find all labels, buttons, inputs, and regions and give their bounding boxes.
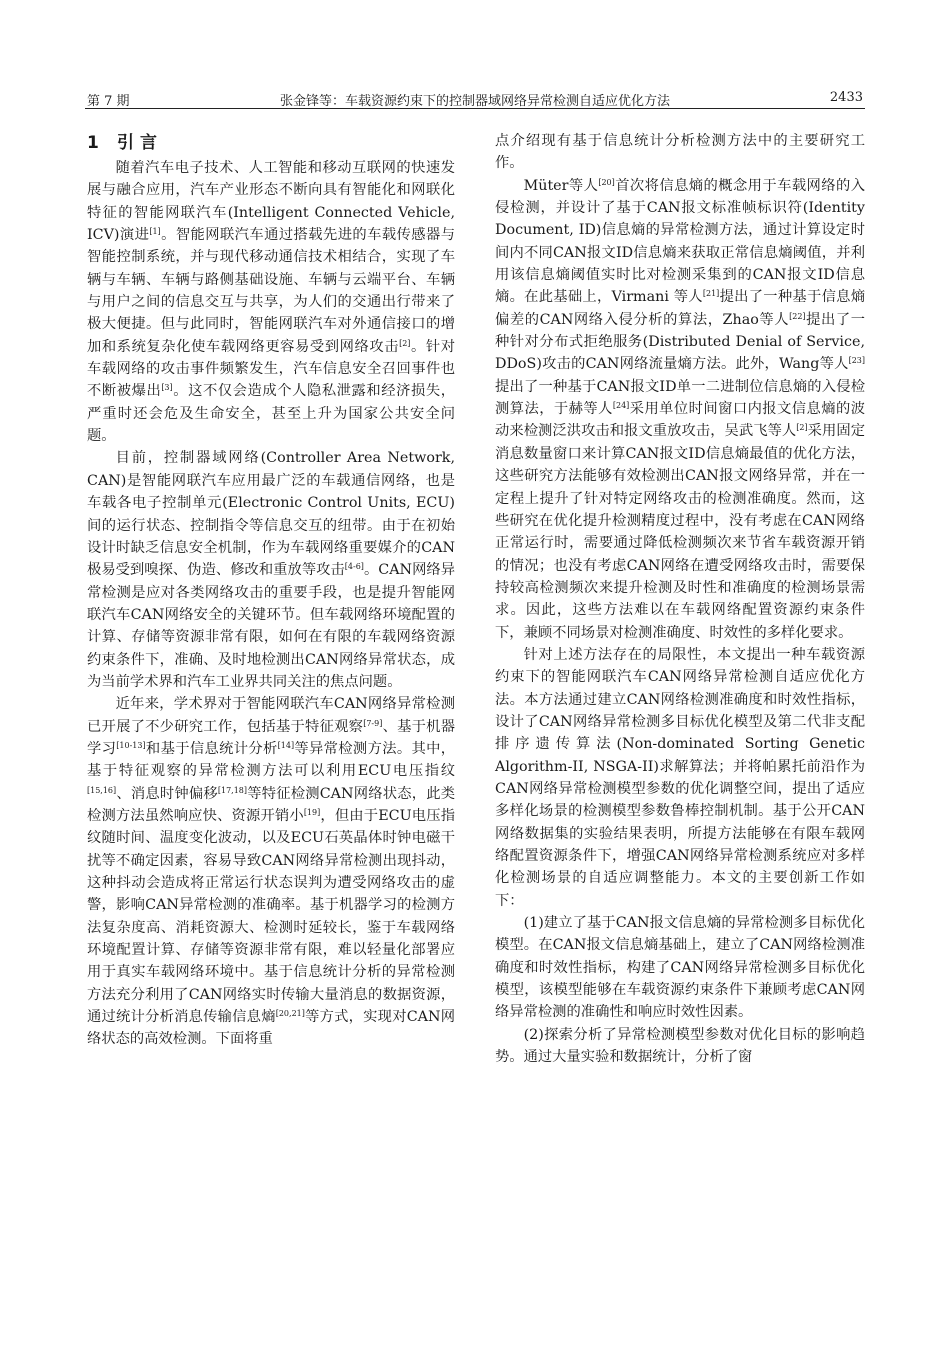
text-run: 等特征检测CAN网络状态，此类检测方法虽然响应快、资源开销小 [87, 785, 455, 824]
text-run: 采用单位时间窗口内报文信息熵的波动来检测泛洪攻击和报文重放攻击，吴武飞等人 [495, 401, 865, 440]
citation-ref: [24] [612, 401, 630, 411]
text-run: 针对上述方法存在的局限性，本文提出一种车载资源约束下的智能网联汽车CAN网络异常检测自适应优化方法。本方法通过建立CAN网络检测准确度和时效性指标，设计了CAN网络异常检测多目标优化模型及第二代非支配排序遗传算法(Non-dominated Sorting Genetic Algorithm-II, NSGA-II)求解算法；并将帕累托前沿作为CAN网络异常检测模型参数的优化调整空间，提出了适应多样化场景的检测模型参数鲁棒控制机制。基于公开CAN网络数据集的实验结果表明，所提方法能够在有限车载网络配置资源条件下，增强CAN网络异常检测系统应对多样化检测场景的自适应调整能力。本文的主要创新工作如下： [495, 646, 865, 909]
text-run: ，但由于ECU电压指纹随时间、温度变化波动，以及ECU石英晶体时钟电磁干扰等不确定因素，容易导致CAN网络异常检测出现抖动，这种抖动会造成将正常运行状态误判为遭受网络攻击的虚警，影响CAN异常检测的准确率。基于机器学习的检测方法复杂度高、消耗资源大、检测时延较长，鉴于车载网络环境配置计算、存储等资源非常有限，难以轻量化部署应用于真实车载网络环境中。基于信息统计分析的异常检测方法充分利用了CAN网络实时传输大量消息的数据资源，通过统计分析消息传输信息熵 [87, 807, 455, 1026]
text-run: 。CAN网络异常检测是应对各类网络攻击的重要手段，也是提升智能网联汽车CAN网络安全的关键环节。但车载网络环境配置的计算、存储等资源非常有限，如何在有限的车载网络资源约束条件下，准确、及时地检测出CAN网络异常状态，成为当前学术界和汽车工业界共同关注的焦点问题。 [87, 562, 456, 690]
citation-ref: [2] [796, 423, 808, 433]
text-run: 提出了一种基于信息熵偏差的CAN网络入侵分析的算法，Zhao等人 [495, 289, 866, 328]
paragraph [87, 693, 455, 1051]
text-run: 目前，控制器域网络(Controller Area Network, CAN)是智能网联汽车应用最广泛的车载通信网络，也是车载各电子控制单元(Electronic Control Units, ECU)间的运行状态、控制指令等信息交互的纽带。由于在初始设计时缺乏信息安全机制，作为车载网络重要媒介的CAN极易受到嗅探、伪造、修改和重放等攻击 [87, 450, 455, 579]
paragraph [495, 1024, 865, 1069]
text-run: 采用固定消息数量窗口来计算CAN报文ID信息熵最值的优化方法，这些研究方法能够有效检测出CAN报文网络异常，并在一定程上提升了针对特定网络攻击的检测准确度。然而，这些研究在优化提升检测精度过程中，没有考虑在CAN网络正常运行时，需要通过降低检测频次来节省车载资源开销的情况；也没有考虑CAN网络在遭受网络攻击时，需要保持较高检测频次来提升检测及时性和准确度的检测场景需求。因此，这些方法难以在车载网络配置资源约束条件下，兼顾不同场景对检测准确度、时效性的多样化要求。 [495, 423, 866, 641]
page-number: 2433 [829, 90, 863, 105]
citation-ref: [14] [277, 740, 295, 750]
citation-ref: [22] [789, 311, 806, 321]
text-run: 和基于信息统计分析 [145, 740, 278, 757]
section-heading [87, 130, 455, 157]
paragraph [495, 130, 865, 175]
text-run: 。针对车载网络的攻击事件频繁发生，汽车信息安全召回事件也不断被爆出 [87, 338, 456, 400]
citation-ref: [7-9] [363, 718, 383, 728]
citation-ref: [2] [399, 338, 411, 348]
running-title: 张金锋等：车载资源约束下的控制器域网络异常检测自适应优化方法 [279, 94, 670, 109]
text-run: 。智能网联汽车通过搭载先进的车载传感器与智能控制系统，并与现代移动通信技术相结合，实现了车辆与车辆、车辆与路侧基础设施、车辆与云端平台、车辆与用户之间的信息交互与共享，为人们的交通出行带来了极大便捷。但与此同时，智能网联汽车对外通信接口的增加和系统复杂化使车载网络更容易受到网络攻击 [87, 227, 455, 355]
citation-ref: [19] [303, 807, 321, 817]
text-run: 提出了一种基于CAN报文ID单一二进制位信息熵的入侵检测算法，于赫等人 [495, 378, 865, 418]
citation-ref: [15,16] [87, 785, 117, 795]
text-run: 提出了一种针对分布式拒绝服务(Distributed Denial of Service, DDoS)攻击的CAN网络流量熵方法。此外，Wang等人 [495, 311, 865, 373]
citation-ref: [3] [161, 383, 173, 393]
paragraph [495, 644, 865, 912]
citation-ref: [1] [149, 227, 161, 237]
citation-ref: [17,18] [217, 785, 248, 795]
citation-ref: [20,21] [275, 1009, 305, 1019]
text-run: 首次将信息熵的概念用于车载网络的入侵检测，并设计了基于CAN报文标准帧标识符(Identity Document, ID)信息熵的异常检测方法，通过计算设定时间内不同CAN报文ID信息熵来获取正常信息熵阈值，并利用该信息熵阈值实时比对检测采集到的CAN报文ID信息熵。在此基础上，Virmani 等人 [495, 177, 865, 306]
citation-ref: [23] [848, 356, 865, 366]
citation-ref: [10-13] [116, 740, 146, 750]
paragraph [495, 175, 865, 644]
text-run: Müter等人 [523, 177, 599, 194]
issue-label: 第 7 期 [87, 94, 130, 109]
paragraph [87, 447, 455, 693]
text-run: (1)建立了基于CAN报文信息熵的异常检测多目标优化模型。在CAN报文信息熵基础上，建立了CAN网络检测准确度和时效性指标，构建了CAN网络异常检测多目标优化模型，该模型能够在车载资源约束条件下兼顾考虑CAN网络异常检测的准确性和响应时效性因素。 [495, 915, 865, 1021]
section-number: 1 [87, 133, 99, 153]
running-header [85, 86, 865, 109]
text-run: (2)探索分析了异常检测模型参数对优化目标的影响趋势。通过大量实验和数据统计，分析了窗 [495, 1026, 865, 1066]
citation-ref: [20] [598, 177, 615, 187]
text-run: 点介绍现有基于信息统计分析检测方法中的主要研究工作。 [495, 133, 865, 172]
text-run: 。这不仅会造成个人隐私泄露和经济损失，严重时还会危及生命安全，甚至上升为国家公共安全问题。 [87, 383, 456, 445]
left-column [87, 130, 455, 1051]
citation-ref: [4-6] [344, 562, 364, 572]
text-run: 等异常检测方法。其中，基于特征观察的异常检测方法可以利用ECU电压指纹 [87, 740, 456, 780]
section-title: 引言 [117, 133, 163, 153]
text-run: 、基于机器学习 [87, 718, 456, 757]
citation-ref: [21] [702, 289, 720, 299]
text-run: 近年来，学术界对于智能网联汽车CAN网络异常检测已开展了不少研究工作，包括基于特征观察 [87, 696, 455, 735]
paragraph [87, 157, 455, 447]
right-column [495, 130, 865, 1068]
text-run: 、消息时钟偏移 [116, 785, 218, 802]
text-run: 等方式，实现对CAN网络状态的高效检测。下面将重 [87, 1009, 455, 1048]
text-run: 随着汽车电子技术、人工智能和移动互联网的快速发展与融合应用，汽车产业形态不断向具有智能化和网联化特征的智能网联汽车(Intelligent Connected Vehicle, ICV)演进 [87, 160, 455, 244]
paragraph [495, 912, 865, 1024]
